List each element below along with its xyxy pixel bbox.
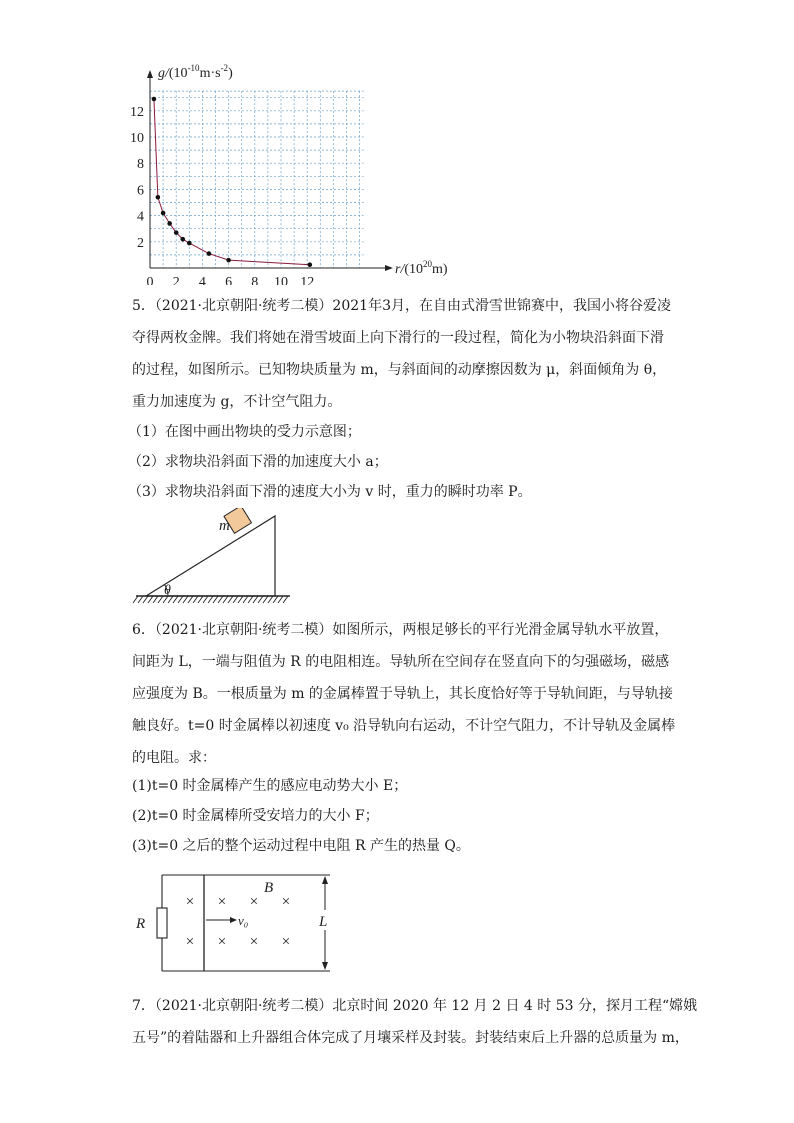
- y-tick-label: 10: [130, 131, 144, 146]
- y-label-unit: (10: [168, 66, 188, 81]
- field-cross: ×: [249, 934, 259, 950]
- hatch-mark: [243, 596, 248, 603]
- rail-figure: [130, 868, 350, 978]
- q5-subquestion-2: （2）求物块沿斜面下滑的加速度大小 a；: [128, 454, 388, 470]
- hatch-mark: [173, 596, 178, 603]
- x-label-rest: m): [432, 262, 448, 277]
- y-label-exp: -10: [187, 63, 200, 73]
- angle-theta-label: θ: [164, 583, 171, 598]
- hatch-mark: [213, 596, 218, 603]
- hatch-mark: [148, 596, 153, 603]
- mass-m-label: m: [219, 518, 230, 534]
- hatch-mark: [198, 596, 203, 603]
- hatch-mark: [138, 596, 143, 603]
- y-tick-label: 8: [137, 157, 144, 173]
- hatch-mark: [258, 596, 263, 603]
- field-cross: ×: [185, 934, 195, 950]
- x-label-prefix: r/: [395, 262, 405, 277]
- hatch-mark: [263, 596, 268, 603]
- hatch-mark: [218, 596, 223, 603]
- y-tick-label: 12: [130, 104, 144, 120]
- q5-line-2: 夺得两枚金牌。我们将她在滑雪坡面上向下滑行的一段过程，简化为小物块沿斜面下滑: [132, 330, 664, 346]
- x-axis-label: [395, 259, 448, 277]
- hatch-mark: [233, 596, 238, 603]
- hatch-mark: [193, 596, 198, 603]
- hatch-mark: [208, 596, 213, 603]
- x-tick-label: 2: [172, 275, 180, 285]
- y-axis-arrow: [147, 70, 153, 78]
- q6-line-3: 应强度为 B。一根质量为 m 的金属棒置于导轨上，其长度恰好等于导轨间距，与导轨接: [132, 686, 673, 702]
- q5-subquestion-1: （1）在图中画出物块的受力示意图；: [128, 424, 361, 440]
- q6-line-5: 的电阻。求：: [132, 750, 216, 766]
- field-cross: ×: [185, 894, 195, 910]
- hatch-mark: [183, 596, 188, 603]
- q7-line-2: 五号”的着陆器和上升器组合体完成了月壤采样及封装。封装结束后上升器的总质量为 m，: [132, 1030, 689, 1046]
- q7-line-1: 7．（2021·北京朝阳·统考二模）北京时间 2020 年 12 月 2 日 4 时 53 分，探月工程“嫦娥: [132, 998, 698, 1014]
- hatch-mark: [203, 596, 208, 603]
- x-tick-label: 8: [251, 275, 259, 285]
- data-point: [174, 230, 179, 235]
- g-r-graph: [125, 55, 470, 285]
- resistor: [157, 908, 167, 938]
- width-arrow-bottom: [322, 962, 328, 970]
- q5-line-1: 5．（2021·北京朝阳·统考二模）2021年3月，在自由式滑雪世锦赛中，我国小将谷爱凌: [132, 298, 671, 314]
- width-arrow-top: [322, 876, 328, 884]
- hatch-mark: [273, 596, 278, 603]
- field-cross: ×: [217, 934, 227, 950]
- q6-subquestion-3: (3)t=0 之后的整个运动过程中电阻 R 产生的热量 Q。: [132, 838, 470, 854]
- x-tick-label: 4: [198, 275, 206, 285]
- x-label-exp: 20: [423, 259, 433, 269]
- velocity-arrowhead: [230, 917, 237, 923]
- hatch-mark: [238, 596, 243, 603]
- resistor-R-label: R: [136, 916, 146, 932]
- x-tick-label: 0: [146, 275, 154, 285]
- hatch-mark: [153, 596, 158, 603]
- data-point: [167, 221, 172, 226]
- data-point: [308, 262, 313, 267]
- hatch-mark: [268, 596, 273, 603]
- y-label-close: ): [228, 66, 233, 81]
- field-cross: ×: [281, 894, 291, 910]
- q6-line-1: 6．（2021·北京朝阳·统考二模）如图所示，两根足够长的平行光滑金属导轨水平放置，: [132, 622, 669, 638]
- q6-subquestion-2: (2)t=0 时金属棒所受安培力的大小 F；: [132, 808, 379, 824]
- x-axis-arrow: [385, 265, 393, 271]
- y-label-exp2: -2: [220, 63, 229, 73]
- graph-grid: [150, 91, 364, 268]
- data-point: [207, 251, 212, 256]
- y-tick-label: 2: [137, 235, 144, 251]
- hatch-mark: [278, 596, 283, 603]
- q6-line-2: 间距为 L，一端与阻值为 R 的电阻相连。导轨所在空间存在竖直向下的匀强磁场，磁感: [132, 654, 670, 670]
- y-tick-label: 6: [137, 183, 144, 199]
- velocity-v0-label: v₀: [238, 913, 249, 928]
- hatch-mark: [228, 596, 233, 603]
- y-label-rest: m·s: [199, 66, 221, 81]
- hatch-mark: [188, 596, 193, 603]
- field-cross: ×: [217, 894, 227, 910]
- data-point: [161, 211, 166, 216]
- field-cross: ×: [281, 934, 291, 950]
- field-cross: ×: [249, 894, 259, 910]
- y-tick-label: 4: [137, 209, 144, 225]
- x-tick-label: 6: [225, 275, 233, 285]
- q5-line-3: 的过程，如图所示。已知物块质量为 m，与斜面间的动摩擦因数为 μ，斜面倾角为 θ，: [132, 362, 667, 378]
- hatch-mark: [223, 596, 228, 603]
- q5-subquestion-3: （3）求物块沿斜面下滑的速度大小为 v 时，重力的瞬时功率 P。: [128, 484, 532, 500]
- incline-figure: [130, 508, 300, 608]
- ground-hatching: [133, 596, 288, 603]
- x-tick-label: 10: [274, 275, 288, 285]
- x-label-unit: (10: [404, 262, 424, 277]
- q6-subquestion-1: (1)t=0 时金属棒产生的感应电动势大小 E；: [132, 778, 408, 794]
- hatch-mark: [143, 596, 148, 603]
- q6-line-4: 触良好。t=0 时金属棒以初速度 v₀ 沿导轨向右运动，不计空气阻力，不计导轨及金属棒: [132, 718, 676, 734]
- data-point: [187, 241, 192, 246]
- width-L-label: L: [319, 914, 328, 930]
- field-B-label: B: [264, 880, 274, 896]
- hatch-mark: [178, 596, 183, 603]
- data-point: [226, 258, 231, 263]
- hatch-mark: [253, 596, 258, 603]
- hatch-mark: [248, 596, 253, 603]
- hatch-mark: [133, 596, 138, 603]
- q5-line-4: 重力加速度为 g，不计空气阻力。: [132, 394, 342, 410]
- data-point: [152, 97, 157, 102]
- hatch-mark: [283, 596, 288, 603]
- data-point: [180, 237, 185, 242]
- x-tick-label: 12: [300, 275, 315, 285]
- y-axis-label: [158, 63, 233, 81]
- data-point: [156, 195, 161, 200]
- hatch-mark: [158, 596, 163, 603]
- y-label-prefix: g/: [158, 66, 169, 81]
